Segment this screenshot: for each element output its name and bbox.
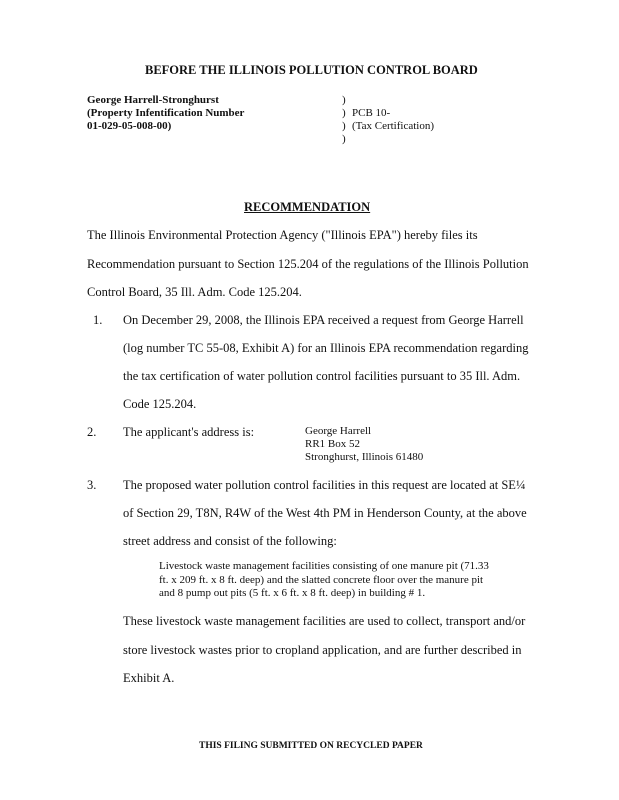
item-number: 1.: [93, 313, 103, 327]
page-footer: THIS FILING SUBMITTED ON RECYCLED PAPER: [199, 741, 423, 751]
intro-line: Recommendation pursuant to Section 125.204 of the regulations of the Illinois Pollution: [87, 257, 529, 271]
intro-line: The Illinois Environmental Protection Agency ("Illinois EPA") hereby files its: [87, 228, 478, 242]
item-line: The proposed water pollution control facilities in this request are located at SE¼: [123, 478, 526, 492]
address-line: George Harrell: [305, 425, 372, 437]
address-line: Stronghurst, Illinois 61480: [305, 451, 424, 463]
caption-paren: ): [342, 107, 346, 119]
caption-paren: ): [342, 133, 346, 145]
item-number: 2.: [87, 425, 97, 439]
facility-description-line: ft. x 209 ft. x 8 ft. deep) and the slatted concrete floor over the manure pit: [159, 574, 484, 586]
facility-description-line: and 8 pump out pits (5 ft. x 6 ft. x 8 ft. deep) in building # 1.: [159, 587, 426, 599]
item-line: Exhibit A.: [123, 671, 175, 685]
caption-case-type: (Tax Certification): [352, 120, 435, 132]
item-line: of Section 29, T8N, R4W of the West 4th PM in Henderson County, at the above: [123, 506, 527, 520]
section-heading: RECOMMENDATION: [244, 200, 371, 214]
item-line: the tax certification of water pollution control facilities pursuant to 35 Ill. Adm.: [123, 369, 521, 383]
item-line: store livestock wastes prior to cropland application, and are further described in: [123, 643, 522, 657]
caption-pin-number: 01-029-05-008-00): [87, 120, 172, 132]
caption-petitioner: George Harrell-Stronghurst: [87, 94, 219, 106]
intro-line: Control Board, 35 Ill. Adm. Code 125.204.: [87, 285, 302, 299]
facility-description-line: Livestock waste management facilities consisting of one manure pit (71.33: [159, 560, 489, 572]
address-label: The applicant's address is:: [123, 425, 255, 439]
page-title: BEFORE THE ILLINOIS POLLUTION CONTROL BOARD: [145, 63, 478, 77]
item-line: On December 29, 2008, the Illinois EPA received a request from George Harrell: [123, 313, 524, 327]
item-number: 3.: [87, 478, 97, 492]
item-line: street address and consist of the following:: [123, 534, 337, 548]
caption-paren: ): [342, 94, 346, 106]
address-line: RR1 Box 52: [305, 438, 361, 450]
item-line: (log number TC 55-08, Exhibit A) for an Illinois EPA recommendation regarding: [123, 341, 529, 355]
item-line: These livestock waste management facilities are used to collect, transport and/or: [123, 614, 526, 628]
item-line: Code 125.204.: [123, 397, 197, 411]
caption-paren: ): [342, 120, 346, 132]
caption-case-number: PCB 10-: [352, 107, 391, 119]
caption-pin-label: (Property Infentification Number: [87, 107, 245, 119]
